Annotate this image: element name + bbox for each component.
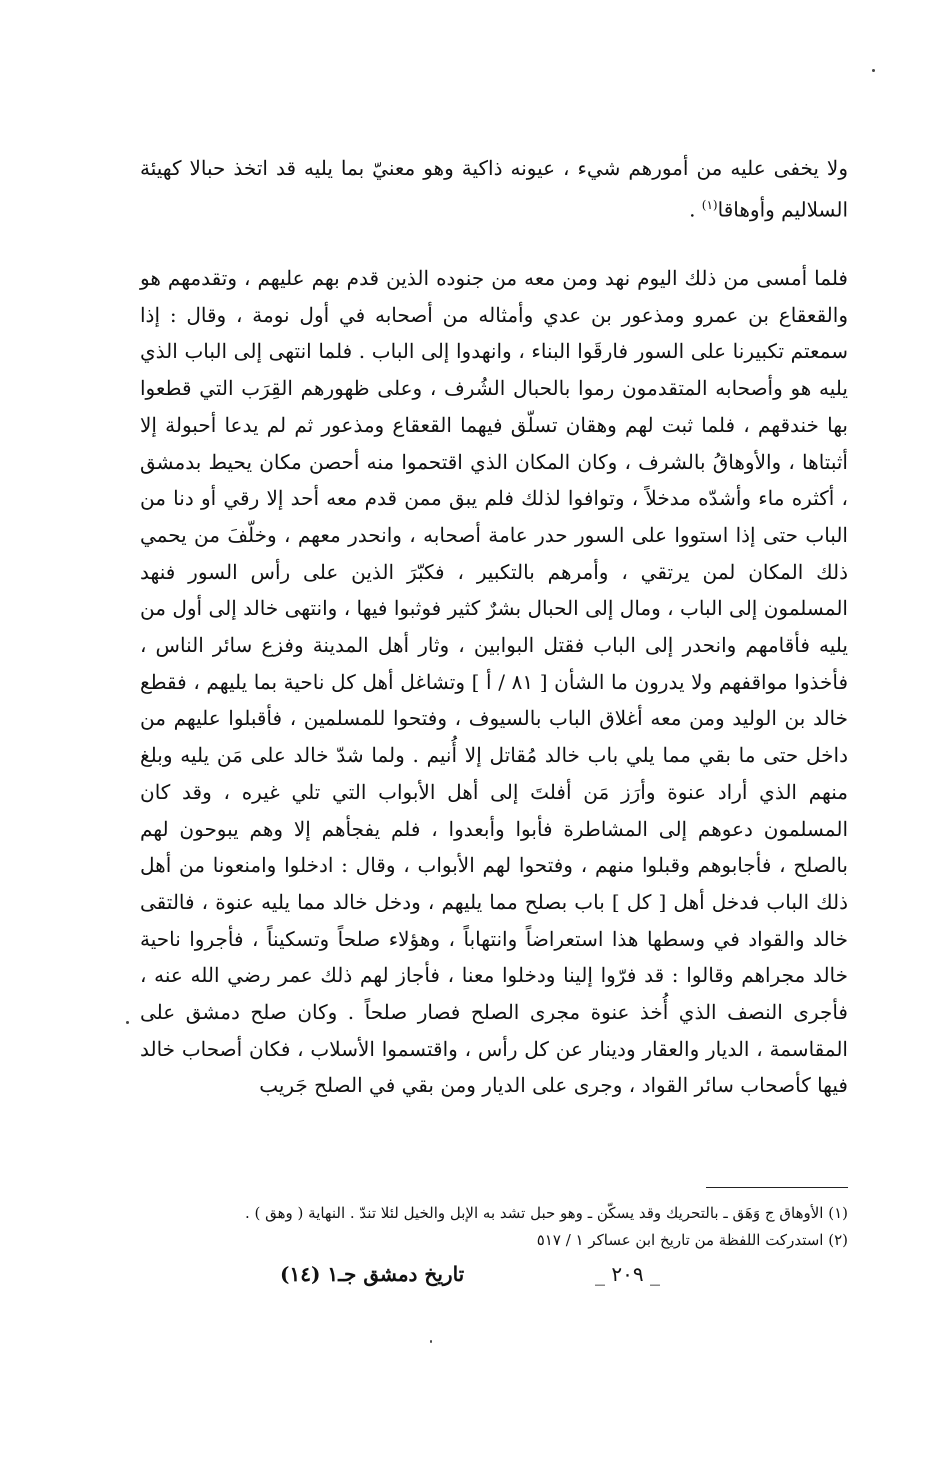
paragraph-1-text: ولا يخفى عليه من أمورهم شيء ، عيونه ذاكية وهو معنيّ بما يليه قد اتخذ حبالا كهيئة السلاليم وأوهاقا xyxy=(140,156,848,222)
paragraph-2-text: فلما أمسى من ذلك اليوم نهد ومن معه من جنوده الذين قدم بهم عليهم ، وتقدمهم هو والقعقاع بن عمرو ومذعور بن عدي وأمثاله من أصحابه في أول نومة ، وقال : إذا سمعتم تكبيرنا على السور فارقَوا البناء ، وانهدوا إلى الباب . فلما انتهى إلى الباب الذي يليه هو وأصحابه المتقدمون رموا بالحبال الشُرف ، وعلى ظهورهم القِرَب التي قطعوا بها خندقهم ، فلما ثبت لهم وهقان تسلّق فيهما القعقاع ومذعور ثم لم يدعا أحبولة إلا أثبتاها ، والأوهاقُ بالشرف ، وكان المكان الذي اقتحموا منه أحصن مكان يحيط بدمشق ، أكثره ماء وأشدّه مدخلاً ، وتوافوا لذلك فلم يبق ممن قدم معه أحد إلا رقي أو دنا من الباب حتى إذا استووا على السور حدر عامة أصحابه ، وانحدر معهم ، وخلّفَ من يحمي ذلك المكان لمن يرتقي ، وأمرهم بالتكبير ، فكبّرَ الذين على رأس السور فنهد المسلمون إلى الباب ، ومال إلى الحبال بشرٌ كثير فوثبوا فيها ، وانتهى خالد إلى أول من يليه فأقامهم وانحدر إلى الباب فقتل البوابين ، وثار أهل المدينة وفزع سائر الناس ، فأخذوا مواقفهم ولا يدرون ما الشأن [ ٨١ / أ ] وتشاغل أهل كل ناحية بما يليهم ، فقطع خالد بن الوليد ومن معه أغلاق الباب بالسيوف ، وفتحوا للمسلمين ، فأقبلوا عليهم من داخل حتى ما بقي مما يلي باب خالد مُقاتل إلا أُنيم . ولما شدّ خالد على مَن يليه وبلغ منهم الذي أراد عنوة وأرَز مَن أفلتَ إلى أهل الأبواب التي تلي غيره ، وقد كان المسلمون دعوهم إلى المشاطرة فأبوا وأبعدوا ، فلم يفجأهم إلا وهم يبوحون لهم بالصلح ، فأجابوهم وقبلوا منهم ، وفتحوا لهم الأبواب ، وقال : ادخلوا وامنعونا من أهل ذلك الباب فدخل أهل [ كل ] باب بصلح مما يليهم ، ودخل خالد مما يليه عنوة ، فالتقى خالد والقواد في وسطها هذا استعراضاً وانتهاباً ، وهؤلاء صلحاً وتسكيناً ، فأجروا ناحية خالد مجراهم وقالوا : قد فرّوا إلينا ودخلوا معنا ، فأجاز لهم ذلك عمر رضي الله عنه ، فأجرى النصف الذي أُخذ عنوة مجرى الصلح فصار صلحاً . وكان صلح دمشق على المقاسمة ، الديار والعقار ودينار عن كل رأس ، واقتسموا الأسلاب ، فكان أصحاب خالد فيها كأصحاب سائر القواد ، وجرى على الديار ومن بقي في الصلح جَريب xyxy=(140,266,849,1098)
footnote-1: (١) الأوهاق ج وَهَق ـ بالتحريك وقد يسكّن ـ وهو حبل تشد به الإبل والخيل لئلا تندّ . النهاية ( وهق ) . xyxy=(244,1204,848,1222)
paragraph-1 xyxy=(140,150,848,228)
page-number: _ ٢٠٩ _ xyxy=(595,1262,660,1286)
footnote-marker-1: (١) xyxy=(701,197,718,212)
footnote-divider xyxy=(706,1187,848,1188)
scan-speck xyxy=(126,1021,129,1024)
paragraph-1-end: . xyxy=(689,197,702,222)
page-footer xyxy=(140,1262,848,1292)
footnote-2: (٢) استدركت اللفظة من تاريخ ابن عساكر ١ / ٥١٧ xyxy=(536,1231,848,1249)
scan-speck xyxy=(872,69,875,72)
footnotes xyxy=(140,1200,848,1254)
paragraph-2 xyxy=(140,260,848,1104)
running-footer-title: تاريخ دمشق جـ١ (١٤) xyxy=(280,1262,465,1286)
scan-speck xyxy=(430,1340,432,1343)
